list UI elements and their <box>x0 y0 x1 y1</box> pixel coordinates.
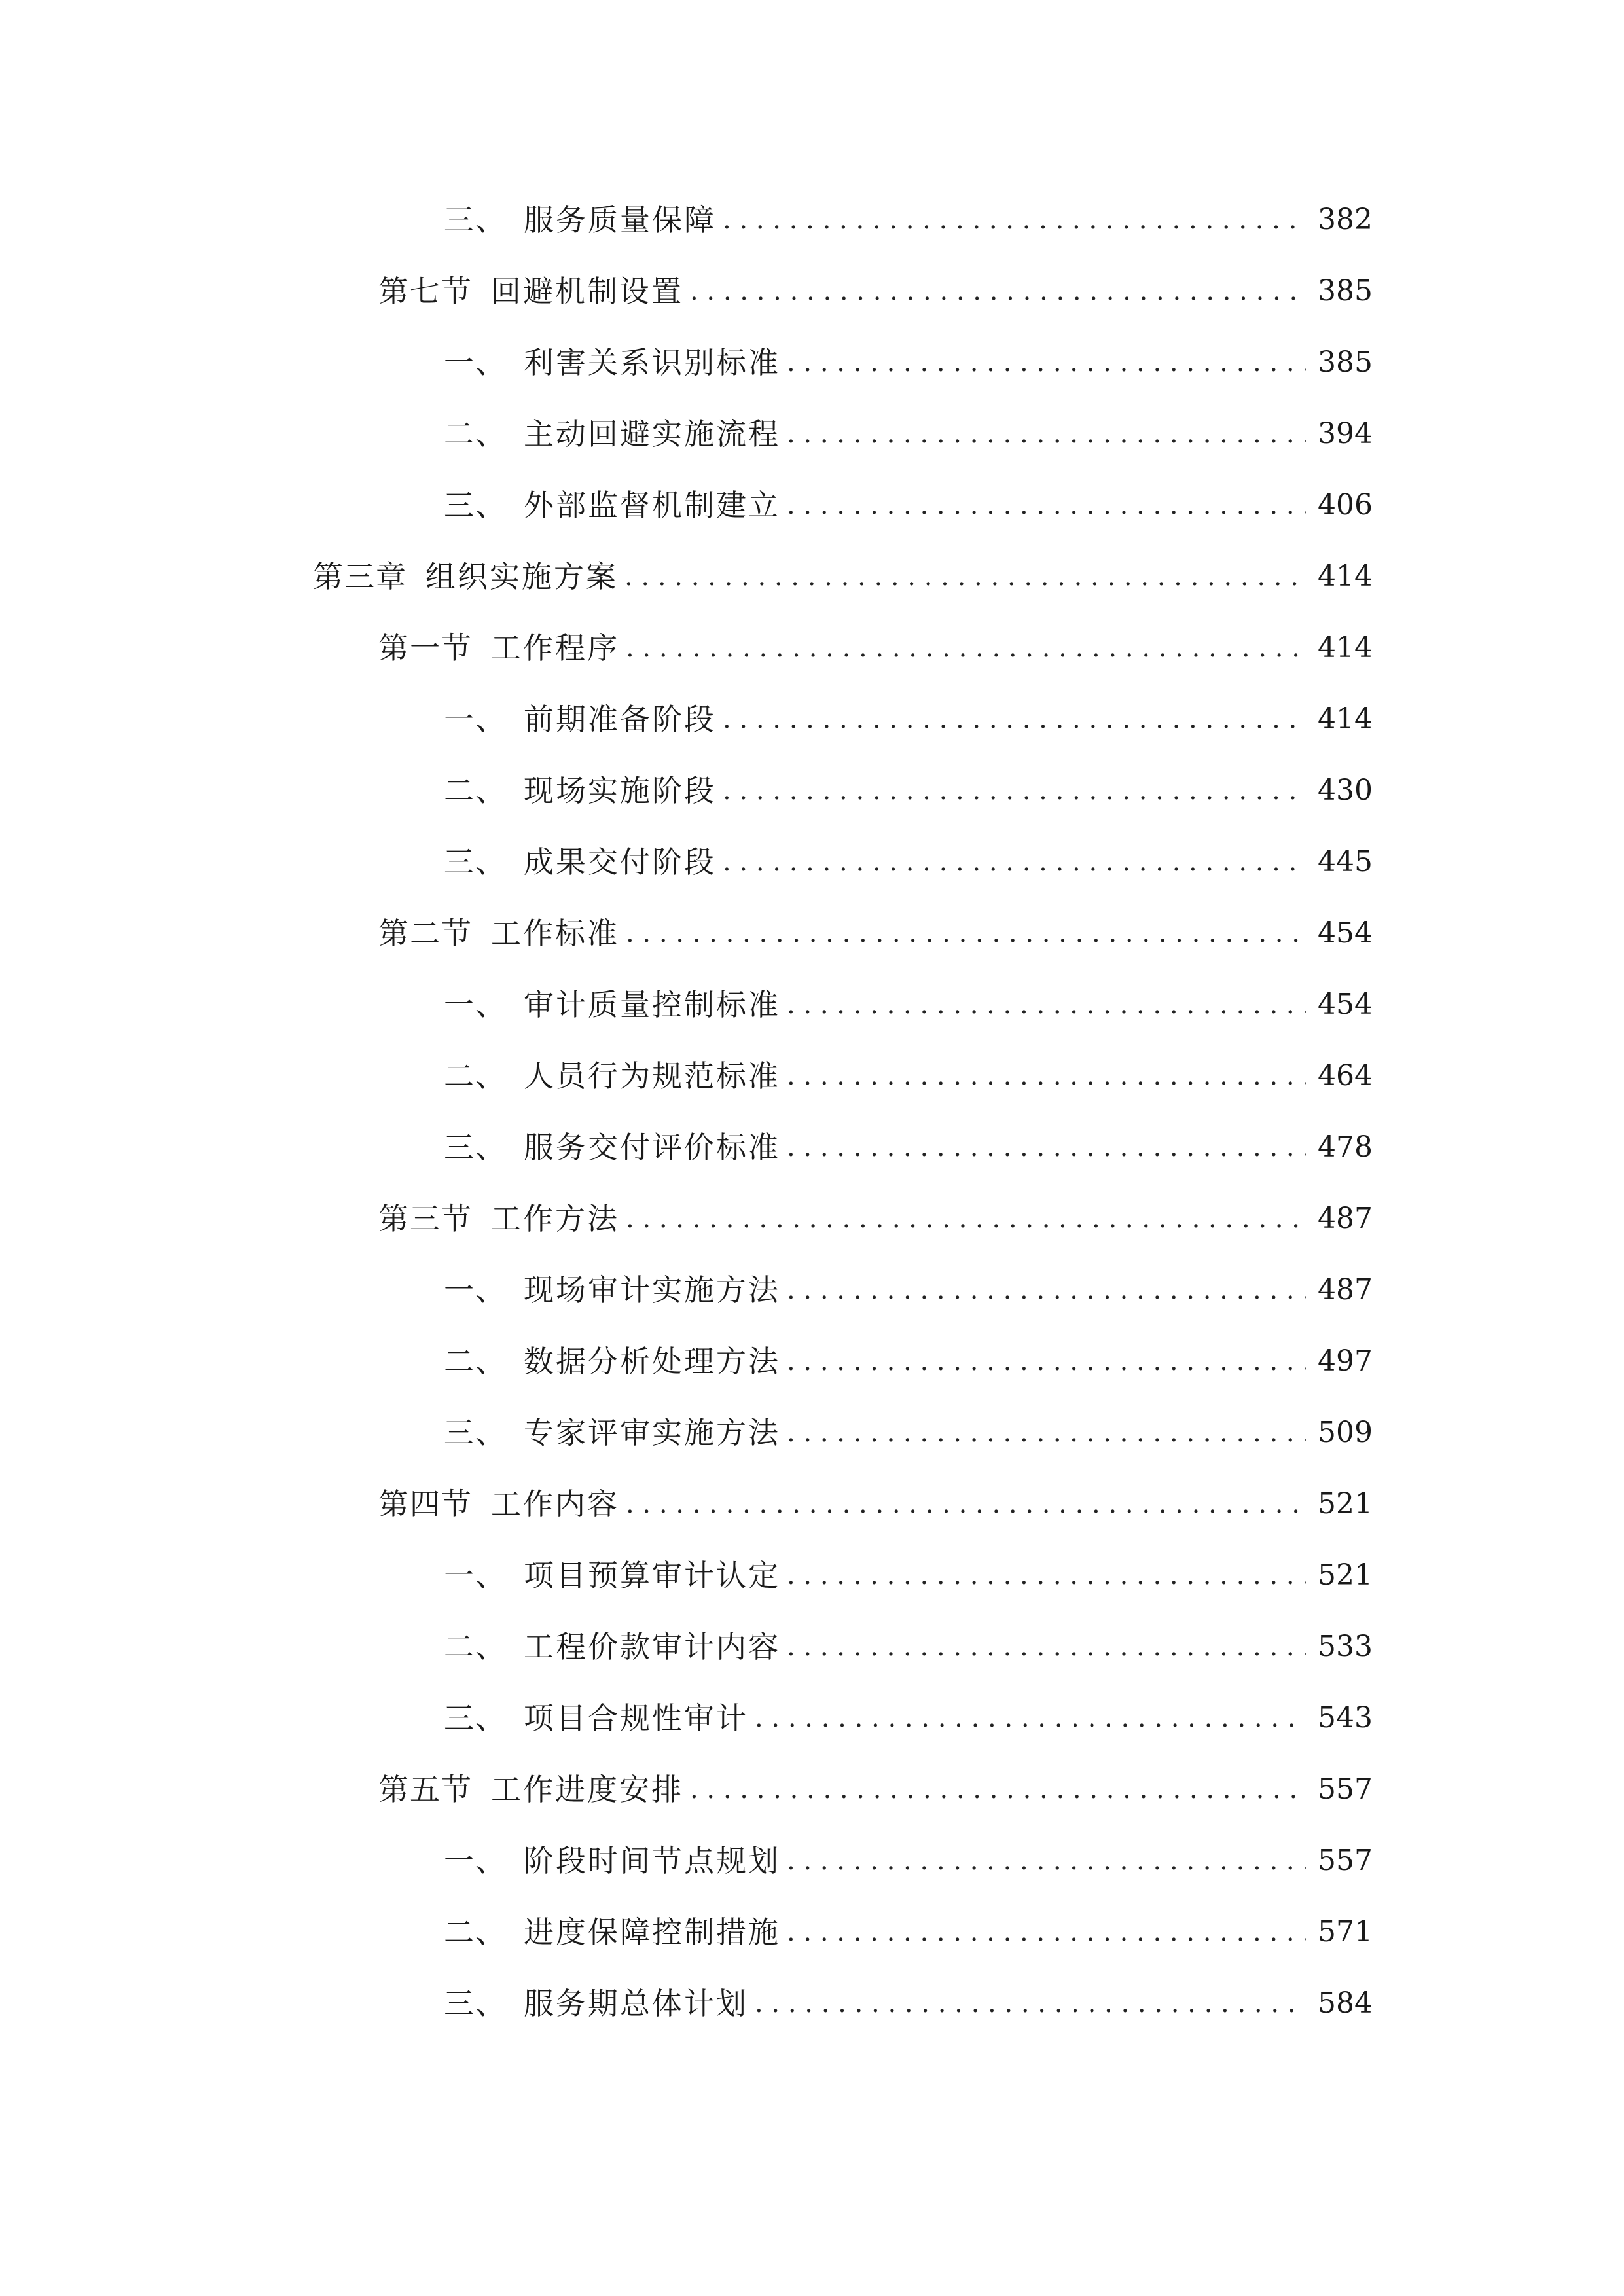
entry-title: 人员行为规范标准 <box>524 1058 780 1094</box>
toc-entry[interactable] <box>444 408 1371 460</box>
dot-leader <box>787 1549 1306 1602</box>
entry-number: 第五节 <box>378 1772 473 1807</box>
entry-title: 回避机制设置 <box>491 274 683 309</box>
entry-number: 第七节 <box>378 274 473 309</box>
dot-leader <box>787 336 1306 389</box>
entry-title: 工作方法 <box>491 1201 619 1236</box>
entry-title: 工作程序 <box>491 630 619 666</box>
entry-number: 一、 <box>444 345 507 380</box>
dot-leader <box>787 978 1306 1031</box>
dot-leader <box>723 836 1306 888</box>
entry-page-number: 557 <box>1318 1772 1373 1806</box>
dot-leader <box>690 1763 1306 1816</box>
toc-entry[interactable] <box>378 622 1371 674</box>
entry-title: 项目预算审计认定 <box>524 1558 780 1593</box>
entry-number: 三、 <box>444 488 507 523</box>
entry-number: 一、 <box>444 1843 507 1878</box>
entry-title: 现场审计实施方法 <box>524 1272 780 1308</box>
entry-title: 服务质量保障 <box>524 202 716 238</box>
entry-title: 外部监督机制建立 <box>524 488 780 523</box>
entry-number: 第二节 <box>378 916 473 951</box>
toc-entry[interactable] <box>444 1407 1371 1459</box>
entry-page-number: 454 <box>1318 988 1373 1021</box>
toc-entry[interactable] <box>444 1050 1371 1102</box>
entry-title: 工作标准 <box>491 916 619 951</box>
entry-page-number: 385 <box>1318 346 1373 379</box>
entry-title: 阶段时间节点规划 <box>524 1843 780 1878</box>
entry-number: 一、 <box>444 702 507 737</box>
entry-number: 三、 <box>444 1415 507 1450</box>
dot-leader <box>787 479 1306 531</box>
entry-number: 三、 <box>444 844 507 880</box>
entry-page-number: 385 <box>1318 274 1373 308</box>
entry-title: 服务交付评价标准 <box>524 1130 780 1165</box>
dot-leader <box>787 1906 1306 1958</box>
entry-number: 二、 <box>444 416 507 452</box>
dot-leader <box>723 693 1306 745</box>
toc-entry[interactable] <box>444 1692 1371 1744</box>
entry-number: 三、 <box>444 202 507 238</box>
entry-page-number: 497 <box>1318 1344 1373 1378</box>
entry-number: 一、 <box>444 987 507 1022</box>
entry-title: 进度保障控制措施 <box>524 1914 780 1950</box>
dot-leader <box>787 1335 1306 1388</box>
entry-page-number: 584 <box>1318 1986 1373 2020</box>
entry-page-number: 543 <box>1318 1701 1373 1734</box>
dot-leader <box>787 1264 1306 1316</box>
entry-page-number: 571 <box>1318 1915 1373 1948</box>
entry-title: 审计质量控制标准 <box>524 987 780 1022</box>
entry-number: 第四节 <box>378 1486 473 1522</box>
entry-number: 二、 <box>444 1344 507 1379</box>
entry-page-number: 394 <box>1318 417 1373 450</box>
toc-entry[interactable] <box>444 1121 1371 1174</box>
entry-title: 成果交付阶段 <box>524 844 716 880</box>
entry-page-number: 414 <box>1318 560 1373 593</box>
entry-title: 专家评审实施方法 <box>524 1415 780 1450</box>
dot-leader <box>787 1121 1306 1174</box>
toc-entry[interactable] <box>444 479 1371 531</box>
dot-leader <box>626 907 1306 960</box>
toc-entry[interactable] <box>444 1977 1371 2030</box>
entry-number: 第三节 <box>378 1201 473 1236</box>
entry-page-number: 487 <box>1318 1273 1373 1306</box>
entry-title: 现场实施阶段 <box>524 773 716 808</box>
entry-page-number: 521 <box>1318 1487 1373 1520</box>
toc-entry[interactable] <box>444 764 1371 817</box>
entry-number: 三、 <box>444 1986 507 2021</box>
entry-title: 工作内容 <box>491 1486 619 1522</box>
toc-entry[interactable] <box>444 194 1371 246</box>
toc-entry[interactable] <box>444 978 1371 1031</box>
toc-entry[interactable] <box>444 1549 1371 1602</box>
entry-page-number: 478 <box>1318 1130 1373 1164</box>
entry-page-number: 487 <box>1318 1202 1373 1235</box>
dot-leader <box>723 764 1306 817</box>
entry-title: 组织实施方案 <box>425 559 618 594</box>
entry-number: 二、 <box>444 1914 507 1950</box>
entry-page-number: 509 <box>1318 1416 1373 1449</box>
toc-entry[interactable] <box>378 1763 1371 1816</box>
dot-leader <box>787 1621 1306 1673</box>
dot-leader <box>787 1407 1306 1459</box>
toc-entry[interactable] <box>444 836 1371 888</box>
dot-leader <box>787 1050 1306 1102</box>
dot-leader <box>624 550 1306 603</box>
toc-entry[interactable] <box>313 550 1371 603</box>
toc-entry[interactable] <box>444 693 1371 745</box>
entry-number: 第一节 <box>378 630 473 666</box>
entry-number: 二、 <box>444 773 507 808</box>
entry-page-number: 414 <box>1318 702 1373 736</box>
entry-page-number: 382 <box>1318 203 1373 236</box>
entry-page-number: 557 <box>1318 1844 1373 1877</box>
entry-number: 二、 <box>444 1058 507 1094</box>
entry-title: 工程价款审计内容 <box>524 1629 780 1664</box>
entry-number: 一、 <box>444 1558 507 1593</box>
entry-number: 第三章 <box>313 559 407 594</box>
toc-entry[interactable] <box>444 1906 1371 1958</box>
dot-leader <box>723 194 1306 246</box>
entry-page-number: 464 <box>1318 1059 1373 1092</box>
toc-entry[interactable] <box>378 907 1371 960</box>
entry-page-number: 454 <box>1318 916 1373 950</box>
entry-title: 工作进度安排 <box>491 1772 683 1807</box>
toc-entry[interactable] <box>444 1621 1371 1673</box>
toc-entry[interactable] <box>378 1478 1371 1530</box>
entry-number: 二、 <box>444 1629 507 1664</box>
entry-page-number: 414 <box>1318 631 1373 664</box>
entry-title: 利害关系识别标准 <box>524 345 780 380</box>
dot-leader <box>755 1692 1306 1744</box>
entry-number: 一、 <box>444 1272 507 1308</box>
dot-leader <box>755 1977 1306 2030</box>
entry-number: 三、 <box>444 1700 507 1736</box>
toc-entry[interactable] <box>378 1193 1371 1245</box>
entry-number: 三、 <box>444 1130 507 1165</box>
entry-title: 服务期总体计划 <box>524 1986 748 2021</box>
entry-title: 数据分析处理方法 <box>524 1344 780 1379</box>
dot-leader <box>626 622 1306 674</box>
dot-leader <box>690 265 1306 317</box>
entry-page-number: 521 <box>1318 1558 1373 1592</box>
dot-leader <box>626 1478 1306 1530</box>
entry-title: 项目合规性审计 <box>524 1700 748 1736</box>
toc-entry[interactable] <box>444 336 1371 389</box>
dot-leader <box>626 1193 1306 1245</box>
toc-entry[interactable] <box>378 265 1371 317</box>
toc-entry[interactable] <box>444 1335 1371 1388</box>
entry-page-number: 533 <box>1318 1630 1373 1663</box>
dot-leader <box>787 408 1306 460</box>
entry-title: 前期准备阶段 <box>524 702 716 737</box>
entry-title: 主动回避实施流程 <box>524 416 780 452</box>
entry-page-number: 406 <box>1318 488 1373 522</box>
dot-leader <box>787 1835 1306 1887</box>
entry-page-number: 430 <box>1318 774 1373 807</box>
toc-entry[interactable] <box>444 1835 1371 1887</box>
toc-entry[interactable] <box>444 1264 1371 1316</box>
entry-page-number: 445 <box>1318 845 1373 878</box>
